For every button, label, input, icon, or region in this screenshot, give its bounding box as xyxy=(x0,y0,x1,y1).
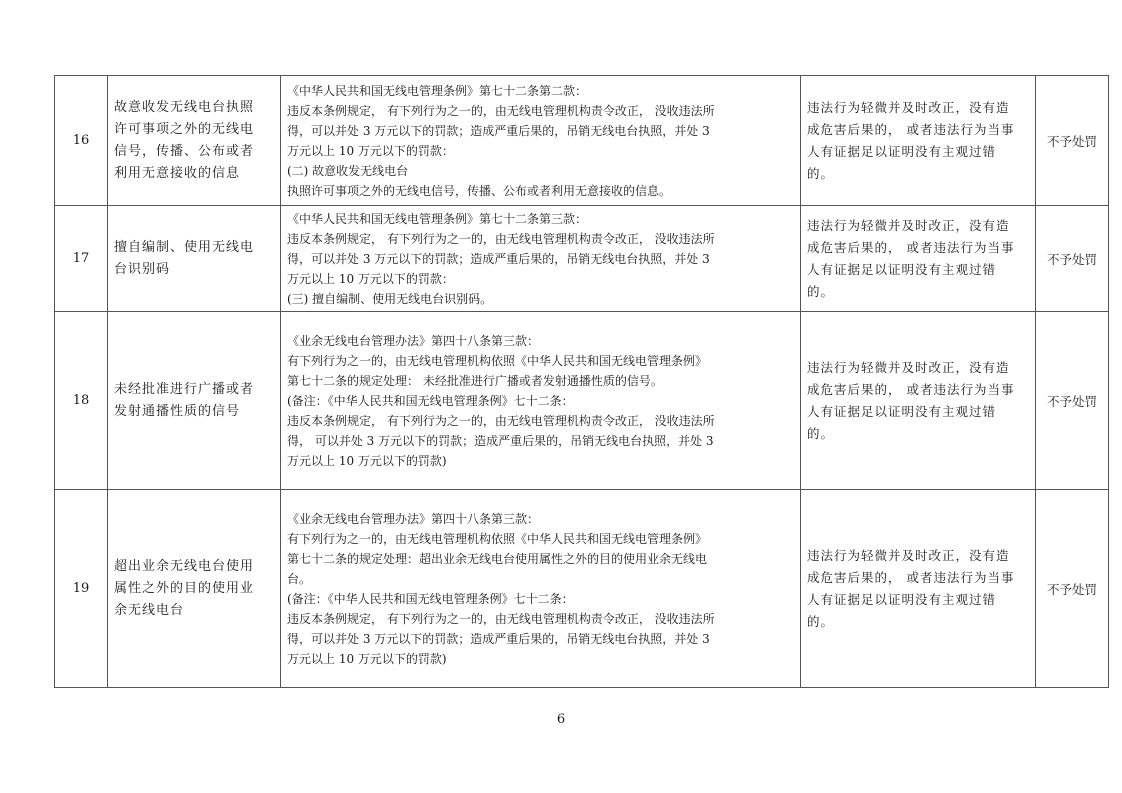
legal-basis-line: 万元以上 10 万元以下的罚款) xyxy=(287,453,447,468)
violation-item-line: 利用无意接收的信息 xyxy=(114,165,241,181)
penalty-table-body xyxy=(55,76,1109,688)
legal-basis-line: 台。 xyxy=(287,571,312,586)
legal-basis-line: 违反本条例规定， 有下列行为之一的，由无线电管理机构责令改正， 没收违法所 xyxy=(287,231,715,246)
legal-basis-line: 有下列行为之一的，由无线电管理机构依照《中华人民共和国无线电管理条例》 xyxy=(287,531,708,546)
violation-item-line: 台识别码 xyxy=(114,261,171,277)
violation-item-line: 余无线电台 xyxy=(114,602,185,618)
violation-item-line: 信号，传播、公布或者 xyxy=(114,143,255,159)
exemption-condition-line: 成危害后果的， 或者违法行为当事 xyxy=(807,381,1015,397)
legal-basis-line: (备注：《中华人民共和国无线电管理条例》七十二条： xyxy=(287,591,574,606)
legal-basis-line: 万元以上 10 万元以下的罚款) xyxy=(287,651,447,666)
legal-basis-line: 执照许可事项之外的无线电信号，传播、公布或者利用无意接收的信息。 xyxy=(287,183,672,198)
row-number-cell: 19 xyxy=(55,490,108,688)
violation-item-cell xyxy=(108,312,281,490)
exemption-condition-line: 人有证据足以证明没有主观过错 xyxy=(807,143,997,159)
table-row xyxy=(55,206,1109,312)
row-number-cell: 17 xyxy=(55,206,108,312)
handling-result-cell: 不予处罚 xyxy=(1036,76,1109,206)
exemption-condition-line: 成危害后果的， 或者违法行为当事 xyxy=(807,239,1015,255)
legal-basis-line: 《中华人民共和国无线电管理条例》第七十二条第二款： xyxy=(287,83,588,98)
violation-item-line: 超出业余无线电台使用 xyxy=(114,558,255,574)
legal-basis-line: 《业余无线电台管理办法》第四十八条第三款： xyxy=(287,511,540,526)
violation-item-line: 故意收发无线电台执照 xyxy=(114,99,255,115)
table-row xyxy=(55,76,1109,206)
legal-basis-line: (备注：《中华人民共和国无线电管理条例》七十二条： xyxy=(287,393,574,408)
exemption-condition-cell xyxy=(801,312,1036,490)
handling-result-cell: 不予处罚 xyxy=(1036,312,1109,490)
violation-item-line: 发射通播性质的信号 xyxy=(114,403,241,419)
exemption-condition-line: 成危害后果的， 或者违法行为当事 xyxy=(807,569,1015,585)
violation-item-cell xyxy=(108,206,281,312)
exemption-condition-line: 人有证据足以证明没有主观过错 xyxy=(807,261,997,277)
legal-basis-line: (三) 擅自编制、使用无线电台识别码。 xyxy=(287,291,493,306)
handling-result-cell: 不予处罚 xyxy=(1036,490,1109,688)
row-number-cell: 16 xyxy=(55,76,108,206)
violation-item-line: 擅自编制、使用无线电 xyxy=(114,239,255,255)
table-row xyxy=(55,312,1109,490)
violation-item-line: 属性之外的目的使用业 xyxy=(114,580,255,596)
penalty-table xyxy=(54,75,1109,688)
exemption-condition-line: 的。 xyxy=(807,165,835,181)
legal-basis-line: 《业余无线电台管理办法》第四十八条第三款： xyxy=(287,333,540,348)
exemption-condition-cell xyxy=(801,206,1036,312)
legal-basis-line: 违反本条例规定， 有下列行为之一的，由无线电管理机构责令改正， 没收违法所 xyxy=(287,103,715,118)
page-number: 6 xyxy=(556,712,566,727)
legal-basis-cell xyxy=(281,312,801,490)
legal-basis-line: 第七十二条的规定处理： 未经批准进行广播或者发射通播性质的信号。 xyxy=(287,373,663,388)
violation-item-cell xyxy=(108,490,281,688)
legal-basis-line: 得，可以并处 3 万元以下的罚款；造成严重后果的，吊销无线电台执照，并处 3 xyxy=(287,123,710,138)
legal-basis-cell xyxy=(281,490,801,688)
legal-basis-line: (二) 故意收发无线电台 xyxy=(287,163,409,178)
table-row xyxy=(55,490,1109,688)
legal-basis-line: 得，可以并处 3 万元以下的罚款；造成严重后果的，吊销无线电台执照，并处 3 xyxy=(287,631,710,646)
violation-item-line: 未经批准进行广播或者 xyxy=(114,381,255,397)
exemption-condition-cell xyxy=(801,490,1036,688)
legal-basis-line: 万元以上 10 万元以下的罚款： xyxy=(287,143,454,158)
handling-result-cell: 不予处罚 xyxy=(1036,206,1109,312)
legal-basis-line: 得， 可以并处 3 万元以下的罚款；造成严重后果的，吊销无线电台执照，并处 3 xyxy=(287,433,714,448)
legal-basis-cell xyxy=(281,76,801,206)
exemption-condition-line: 违法行为轻微并及时改正，没有造 xyxy=(807,217,1010,233)
legal-basis-line: 万元以上 10 万元以下的罚款： xyxy=(287,271,454,286)
row-number-cell: 18 xyxy=(55,312,108,490)
legal-basis-cell xyxy=(281,206,801,312)
violation-item-line: 许可事项之外的无线电 xyxy=(114,121,255,137)
legal-basis-line: 有下列行为之一的，由无线电管理机构依照《中华人民共和国无线电管理条例》 xyxy=(287,353,708,368)
legal-basis-line: 得，可以并处 3 万元以下的罚款；造成严重后果的，吊销无线电台执照，并处 3 xyxy=(287,251,710,266)
legal-basis-line: 《中华人民共和国无线电管理条例》第七十二条第三款： xyxy=(287,211,588,226)
exemption-condition-line: 违法行为轻微并及时改正，没有造 xyxy=(807,99,1010,115)
legal-basis-line: 第七十二条的规定处理：超出业余无线电台使用属性之外的目的使用业余无线电 xyxy=(287,551,708,566)
exemption-condition-line: 人有证据足以证明没有主观过错 xyxy=(807,403,997,419)
exemption-condition-line: 的。 xyxy=(807,613,835,629)
exemption-condition-line: 的。 xyxy=(807,425,835,441)
exemption-condition-line: 的。 xyxy=(807,283,835,299)
exemption-condition-cell xyxy=(801,76,1036,206)
legal-basis-line: 违反本条例规定， 有下列行为之一的，由无线电管理机构责令改正， 没收违法所 xyxy=(287,611,715,626)
exemption-condition-line: 违法行为轻微并及时改正，没有造 xyxy=(807,359,1010,375)
exemption-condition-line: 违法行为轻微并及时改正，没有造 xyxy=(807,547,1010,563)
exemption-condition-line: 成危害后果的， 或者违法行为当事 xyxy=(807,121,1015,137)
exemption-condition-line: 人有证据足以证明没有主观过错 xyxy=(807,591,997,607)
legal-basis-line: 违反本条例规定， 有下列行为之一的，由无线电管理机构责令改正， 没收违法所 xyxy=(287,413,715,428)
violation-item-cell xyxy=(108,76,281,206)
